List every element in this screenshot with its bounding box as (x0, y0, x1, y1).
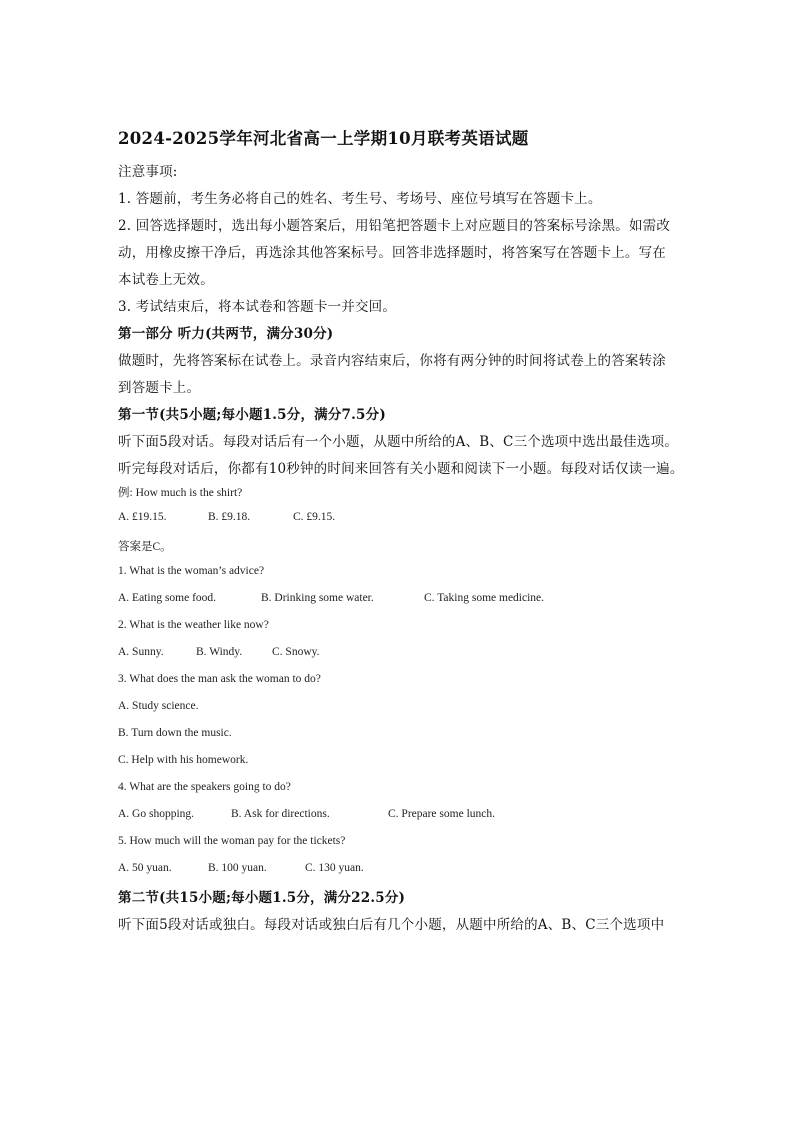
option-c: C. Snowy. (272, 646, 320, 658)
notice-item-2-line-3: 本试卷上无效。 (118, 272, 214, 288)
option-c: C. £9.15. (293, 511, 336, 523)
option-b: B. 100 yuan. (208, 862, 267, 874)
section1-heading: 第一节(共5小题;每小题1.5分，满分7.5分) (118, 407, 386, 423)
question-1-options (118, 592, 544, 604)
option-b: B. Windy. (196, 646, 243, 658)
option-a: A. Go shopping. (118, 808, 195, 820)
option-b: B. £9.18. (208, 511, 251, 523)
example-answer: 答案是C。 (118, 541, 172, 553)
section2-desc-line-1: 听下面5段对话或独白。每段对话或独白后有几个小题，从题中所给的A、B、C三个选项中 (118, 917, 665, 933)
part1-desc-line-1: 做题时，先将答案标在试卷上。录音内容结束后，你将有两分钟的时间将试卷上的答案转涂 (118, 353, 666, 369)
question-3-option-c: C. Help with his homework. (118, 754, 249, 766)
question-4-options (118, 808, 495, 820)
option-b: B. Drinking some water. (261, 592, 374, 604)
question-5: 5. How much will the woman pay for the tickets? (118, 835, 346, 847)
question-3-option-a: A. Study science. (118, 700, 199, 712)
section1-desc-line-1: 听下面5段对话。每段对话后有一个小题，从题中所给的A、B、C三个选项中选出最佳选项。 (118, 434, 678, 450)
option-a: A. Sunny. (118, 646, 164, 658)
option-c: C. Taking some medicine. (424, 592, 545, 604)
question-5-options (118, 862, 364, 874)
option-c: C. 130 yuan. (305, 862, 364, 874)
question-3-option-b: B. Turn down the music. (118, 727, 232, 739)
example-question: 例: How much is the shirt? (118, 487, 243, 499)
option-a: A. Eating some food. (118, 592, 217, 604)
part1-heading: 第一部分 听力(共两节，满分30分) (118, 326, 334, 342)
question-4: 4. What are the speakers going to do? (118, 781, 291, 793)
option-c: C. Prepare some lunch. (388, 808, 495, 820)
page-title: 2024-2025学年河北省高一上学期10月联考英语试题 (118, 129, 529, 148)
example-options (118, 511, 335, 523)
option-b: B. Ask for directions. (231, 808, 330, 820)
question-2-options (118, 646, 320, 658)
section2-heading: 第二节(共15小题;每小题1.5分，满分22.5分) (118, 890, 406, 906)
question-1: 1. What is the woman’s advice? (118, 565, 265, 577)
notice-item-1: 1. 答题前，考生务必将自己的姓名、考生号、考场号、座位号填写在答题卡上。 (118, 191, 602, 207)
question-2: 2. What is the weather like now? (118, 619, 269, 631)
option-a: A. £19.15. (118, 511, 167, 523)
notice-heading: 注意事项: (118, 164, 178, 180)
question-3: 3. What does the man ask the woman to do? (118, 673, 321, 685)
part1-desc-line-2: 到答题卡上。 (118, 380, 201, 396)
section1-desc-line-2: 听完每段对话后，你都有10秒钟的时间来回答有关小题和阅读下一小题。每段对话仅读一遍。 (118, 461, 684, 477)
option-a: A. 50 yuan. (118, 862, 172, 874)
notice-item-3: 3. 考试结束后，将本试卷和答题卡一并交回。 (118, 299, 397, 315)
notice-item-2-line-1: 2. 回答选择题时，选出每小题答案后，用铅笔把答题卡上对应题目的答案标号涂黑。如需改 (118, 218, 671, 234)
notice-item-2-line-2: 动，用橡皮擦干净后，再选涂其他答案标号。回答非选择题时，将答案写在答题卡上。写在 (118, 245, 666, 261)
